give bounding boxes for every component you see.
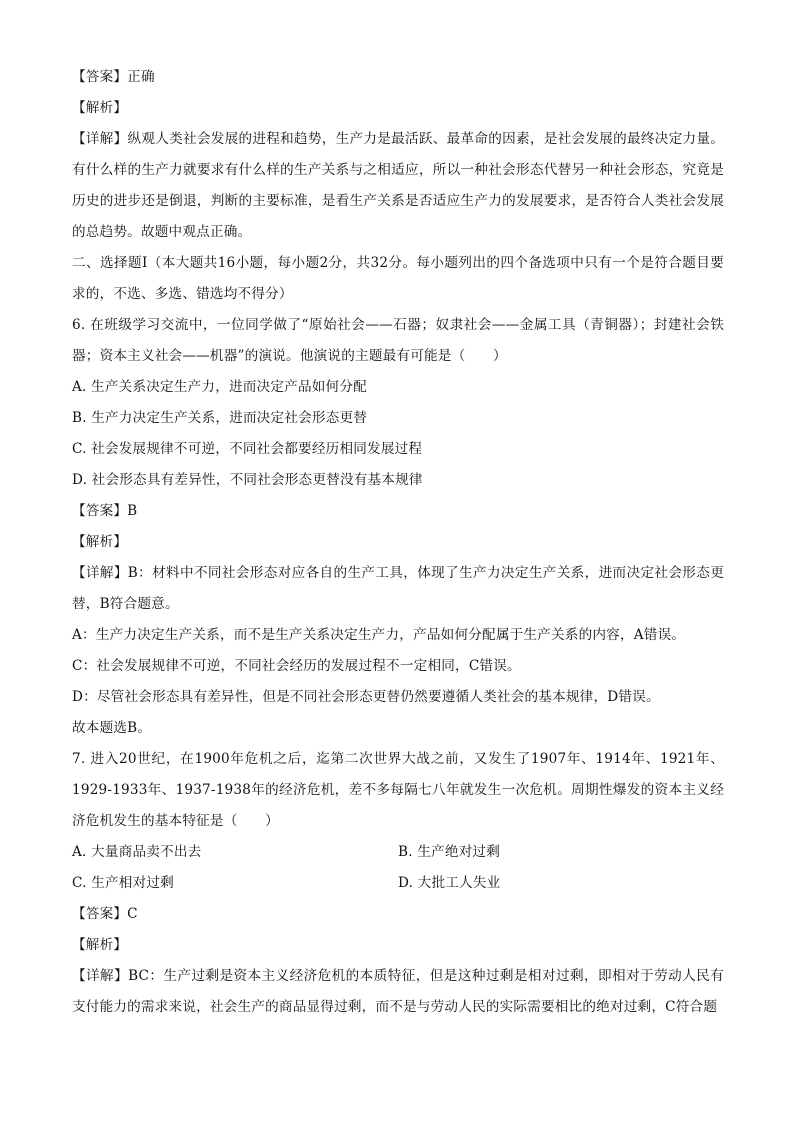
q7-option-c: C. 生产相对过剩: [72, 875, 174, 891]
q5-detail: 【详解】纵观人类社会发展的进程和趋势，生产力是最活跃、最革命的因素，是社会发展的最终决定力量。有什么样的生产力就要求有什么样的生产关系与之相适应，所以一种社会形态代替另一种社会形态，究竟是历史的进步还是倒退，判断的主要标准，是看生产关系是否适应生产力的发展要求，是否符合人类社会发展的总趋势。故题中观点正确。: [72, 131, 724, 240]
document-page: [72, 62, 724, 1023]
q7-option-b: B. 生产绝对过剩: [398, 844, 500, 860]
q5-answer: 【答案】正确: [72, 69, 155, 85]
q6-explanation-c: C：社会发展规律不可逆，不同社会经历的发展过程不一定相同，C错误。: [72, 658, 521, 674]
q6-stem: 6. 在班级学习交流中，一位同学做了“原始社会——石器；奴隶社会——金属工具（青铜器）；封建社会铁器；资本主义社会——机器”的演说。他演说的主题最有可能是（ ）: [72, 317, 724, 364]
q6-explanation-d: D：尽管社会形态具有差异性，但是不同社会形态更替仍然要遵循人类社会的基本规律，D错误。: [72, 689, 660, 705]
q6-detail: 【详解】B：材料中不同社会形态对应各自的生产工具，体现了生产力决定生产关系，进而决定社会形态更替，B符合题意。: [72, 565, 724, 612]
q6-explanation-a: A：生产力决定生产关系，而不是生产关系决定生产力，产品如何分配属于生产关系的内容，A错误。: [72, 627, 686, 643]
q7-analysis-label: 【解析】: [72, 937, 128, 953]
q7-options-row-1: [72, 837, 724, 868]
q6-option-b: B. 生产力决定生产关系，进而决定社会形态更替: [72, 410, 368, 426]
q7-stem: 7. 进入20世纪，在1900年危机之后，迄第二次世界大战之前，又发生了1907年、1914年、1921年、1929-1933年、1937-1938年的经济危机，差不多每隔七八年就发生一次危机。周期性爆发的资本主义经济危机发生的基本特征是（ ）: [72, 751, 724, 829]
q6-conclusion: 故本题选B。: [72, 720, 152, 736]
section-heading: 二、选择题Ⅰ（本大题共16小题，每小题2分，共32分。每小题列出的四个备选项中只有一个是符合题目要求的，不选、多选、错选均不得分）: [72, 255, 724, 302]
q6-option-a: A. 生产关系决定生产力，进而决定产品如何分配: [72, 379, 367, 395]
q7-option-a: A. 大量商品卖不出去: [72, 844, 202, 860]
q6-option-d: D. 社会形态具有差异性，不同社会形态更替没有基本规律: [72, 472, 423, 488]
q5-analysis-label: 【解析】: [72, 100, 128, 116]
q6-answer: 【答案】B: [72, 503, 138, 519]
q7-detail: 【详解】BC：生产过剩是资本主义经济危机的本质特征，但是这种过剩是相对过剩，即相对于劳动人民有支付能力的需求来说，社会生产的商品显得过剩，而不是与劳动人民的实际需要相比的绝对过剩，C符合题: [72, 968, 724, 1015]
q6-analysis-label: 【解析】: [72, 534, 128, 550]
q7-answer: 【答案】C: [72, 906, 138, 922]
q7-options-row-2: [72, 868, 724, 899]
q7-option-d: D. 大批工人失业: [398, 875, 501, 891]
q6-option-c: C. 社会发展规律不可逆，不同社会都要经历相同发展过程: [72, 441, 423, 457]
